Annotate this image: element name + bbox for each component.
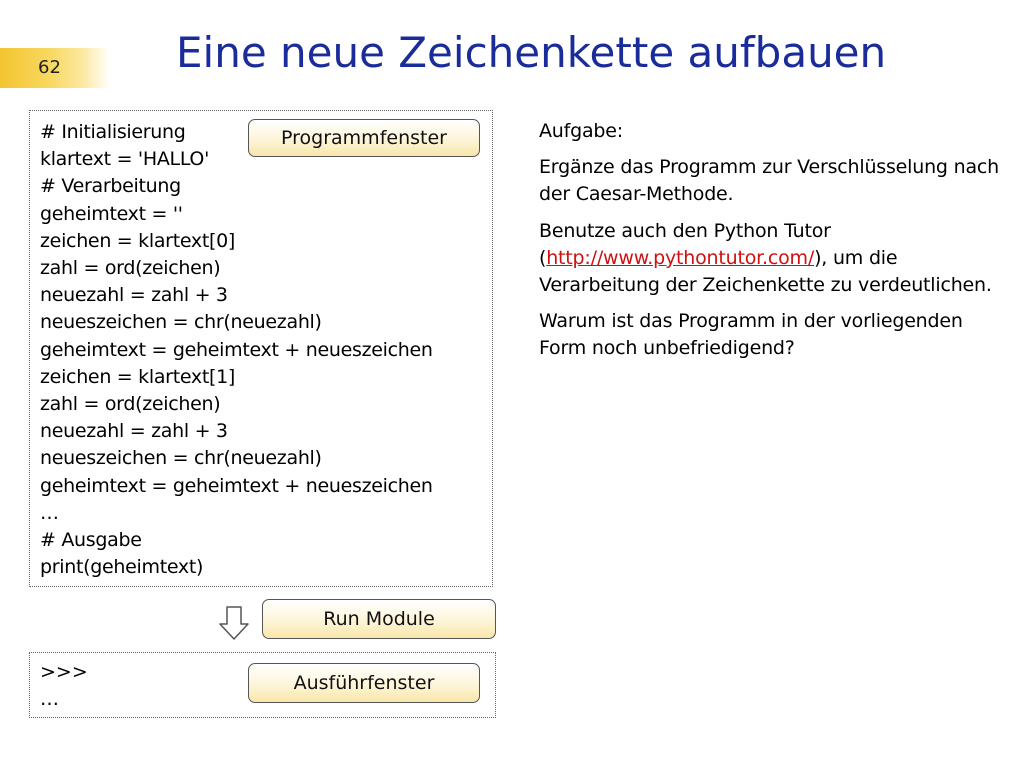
down-arrow-icon	[219, 606, 249, 640]
code-line: geheimtext = geheimtext + neueszeichen	[40, 338, 433, 361]
code-line: print(geheimtext)	[40, 556, 204, 579]
code-line: neueszeichen = chr(neuezahl)	[40, 447, 322, 470]
task-text: Benutze auch den Python Tutor (	[539, 219, 831, 269]
output-line: >>>	[40, 661, 88, 683]
task-text: ), um die Verarbeitung der Zeichenkette zu verdeutlichen.	[539, 246, 992, 297]
code-line: klartext = 'HALLO'	[40, 148, 210, 171]
code-line: # Initialisierung	[40, 121, 186, 143]
code-line: # Ausgabe	[40, 529, 142, 552]
task-paragraph-3: Warum ist das Programm in der vorliegenden Form noch unbefriedigend?	[539, 310, 963, 360]
task-panel	[539, 118, 1009, 372]
code-line: neuezahl = zahl + 3	[40, 284, 228, 307]
program-window-label: Programmfenster	[248, 119, 480, 157]
code-lines	[40, 119, 433, 581]
page-number: 62	[38, 57, 61, 78]
slide-title: Eine neue Zeichenkette aufbauen	[176, 28, 887, 77]
code-line: neueszeichen = chr(neuezahl)	[40, 311, 322, 334]
code-line: zeichen = klartext[0]	[40, 229, 236, 252]
output-lines	[40, 659, 88, 713]
output-window-label: Ausführfenster	[248, 663, 480, 703]
code-line: geheimtext = geheimtext + neueszeichen	[40, 474, 433, 497]
python-tutor-link[interactable]: http://www.pythontutor.com/	[546, 246, 815, 269]
task-paragraph-2	[539, 218, 1009, 300]
code-line: …	[40, 501, 59, 524]
code-line: zahl = ord(zeichen)	[40, 393, 221, 416]
page-number-badge	[0, 48, 110, 88]
code-line: geheimtext = ''	[40, 202, 183, 225]
task-paragraph-1: Ergänze das Programm zur Verschlüsselung nach der Caesar-Methode.	[539, 156, 1000, 206]
code-line: # Verarbeitung	[40, 175, 181, 198]
code-line: zeichen = klartext[1]	[40, 365, 236, 388]
run-module-button[interactable]: Run Module	[262, 599, 496, 639]
code-line: neuezahl = zahl + 3	[40, 420, 228, 443]
task-heading: Aufgabe:	[539, 120, 623, 142]
output-line: …	[40, 688, 59, 710]
program-window	[29, 110, 493, 587]
code-line: zahl = ord(zeichen)	[40, 257, 221, 280]
